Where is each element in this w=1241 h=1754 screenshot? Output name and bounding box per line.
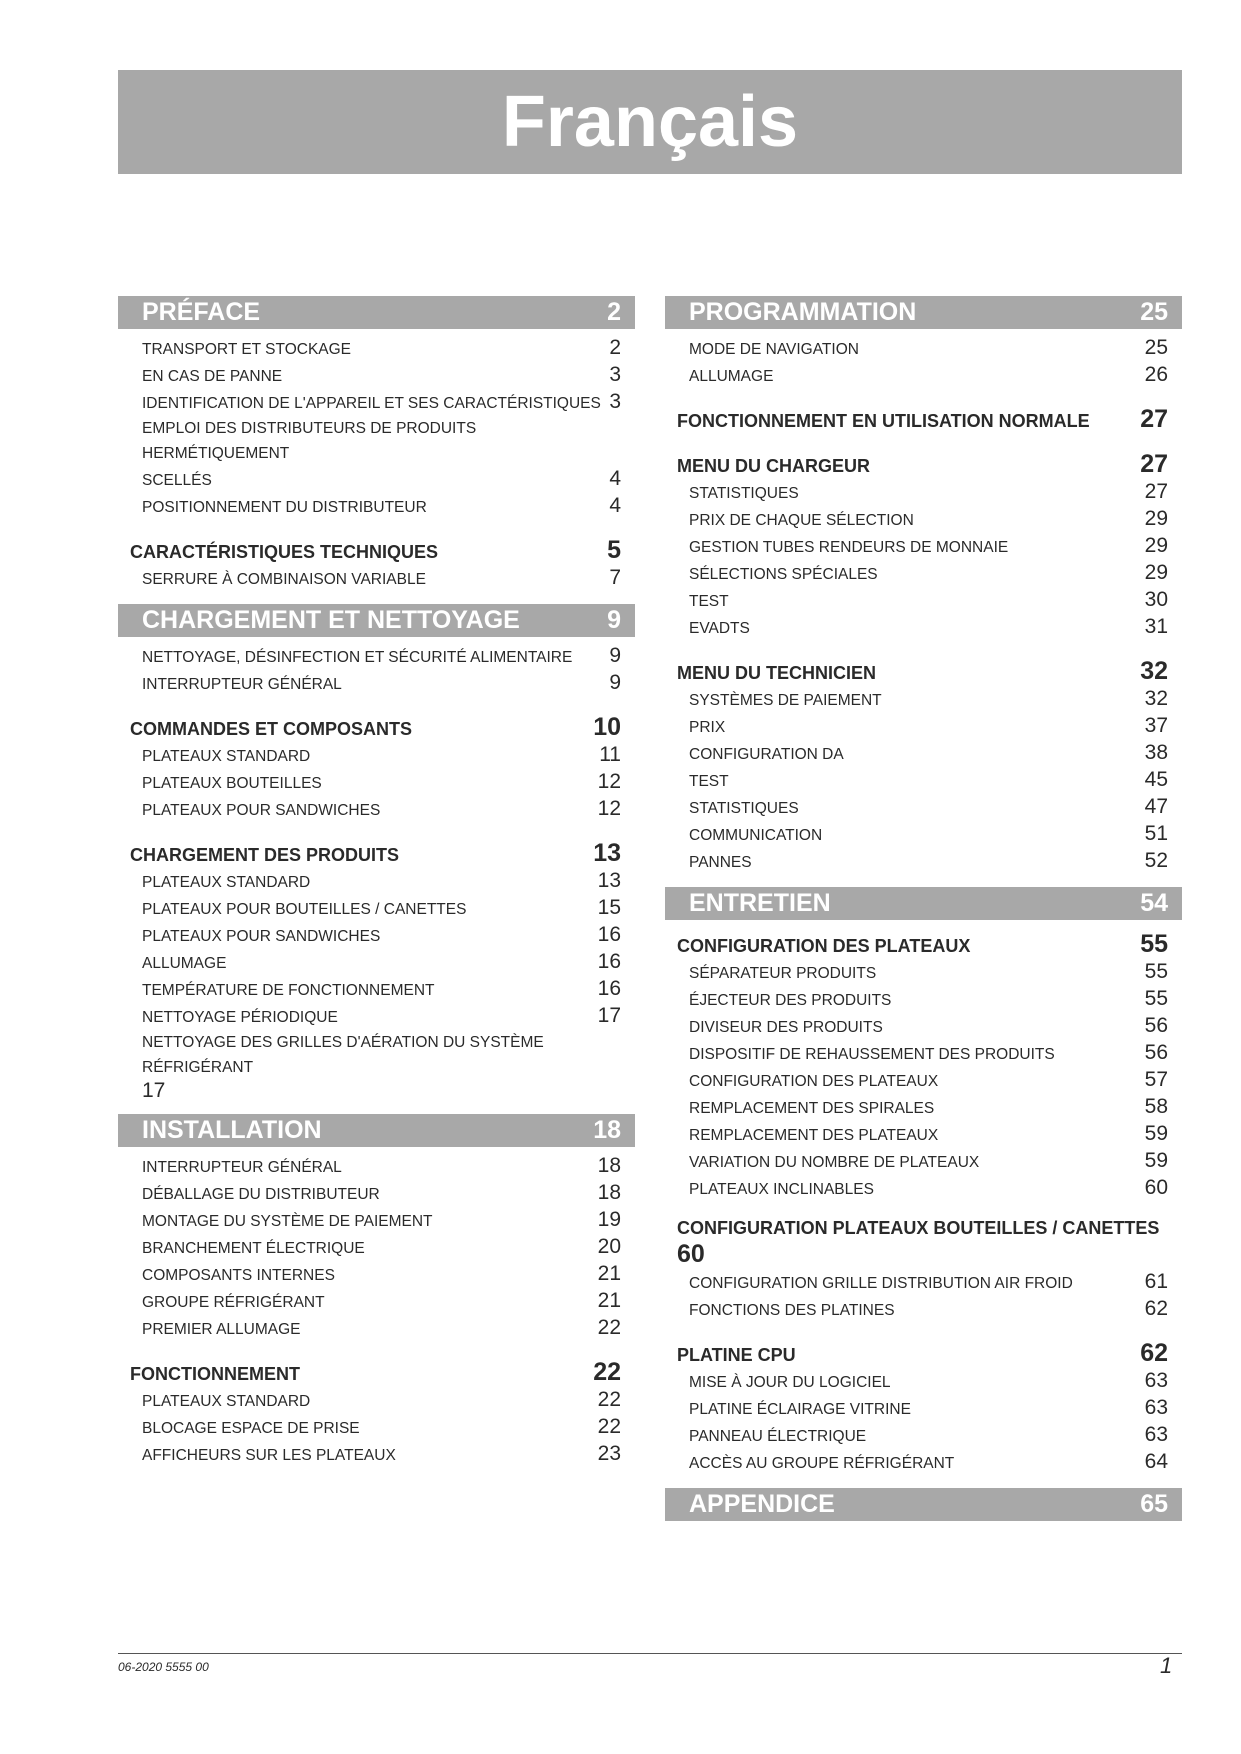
toc-chapter-entry[interactable] [118, 1358, 635, 1387]
toc-entry[interactable] [118, 1261, 635, 1288]
toc-entry[interactable] [665, 1422, 1182, 1449]
toc-entry[interactable] [665, 1449, 1182, 1476]
entry-page-number: 63 [1144, 1396, 1168, 1419]
section-title: PROGRAMMATION [689, 298, 917, 326]
toc-entry[interactable] [118, 1441, 635, 1468]
entry-page-number: 2 [609, 336, 621, 359]
entry-title: FONCTIONS DES PLATINES [689, 1302, 895, 1319]
toc-entry[interactable] [665, 1368, 1182, 1395]
toc-entry[interactable] [118, 895, 635, 922]
entry-title: SÉLECTIONS SPÉCIALES [689, 566, 878, 583]
entry-page-number: 3 [609, 363, 621, 386]
toc-entry[interactable] [118, 976, 635, 1003]
chapter-title: CONFIGURATION DES PLATEAUX [677, 936, 971, 956]
toc-entry[interactable] [118, 643, 635, 670]
chapter-page-number: 55 [1140, 930, 1168, 958]
toc-entry[interactable] [118, 389, 635, 416]
entry-page-number: 62 [1144, 1297, 1168, 1320]
entry-page-number: 22 [597, 1388, 621, 1411]
entry-title: REMPLACEMENT DES PLATEAUX [689, 1127, 939, 1144]
section-page-number: 65 [1140, 1490, 1168, 1518]
toc-entry[interactable] [665, 1148, 1182, 1175]
entry-page-number: 22 [597, 1415, 621, 1438]
chapter-title: CONFIGURATION PLATEAUX BOUTEILLES / CANETTES [677, 1218, 1160, 1238]
entry-title: PLATEAUX BOUTEILLES [142, 775, 322, 792]
entry-title: AFFICHEURS SUR LES PLATEAUX [142, 1447, 396, 1464]
section-title: APPENDICE [689, 1490, 835, 1518]
entry-title: BLOCAGE ESPACE DE PRISE [142, 1420, 360, 1437]
toc-section-header[interactable] [665, 1488, 1182, 1521]
toc-entry[interactable] [665, 1040, 1182, 1067]
entry-title: MISE À JOUR DU LOGICIEL [689, 1374, 891, 1391]
chapter-title: FONCTIONNEMENT [130, 1364, 300, 1384]
toc-entry[interactable] [118, 565, 635, 592]
chapter-page-number: 60 [677, 1240, 705, 1268]
toc-section-header[interactable] [118, 296, 635, 329]
toc-section-header[interactable] [665, 887, 1182, 920]
entry-title: MONTAGE DU SYSTÈME DE PAIEMENT [142, 1213, 433, 1230]
toc-chapter-entry[interactable] [118, 839, 635, 868]
entry-page-number: 15 [597, 896, 621, 919]
toc-entry[interactable] [665, 1296, 1182, 1323]
entry-title: PLATEAUX POUR SANDWICHES [142, 928, 381, 945]
chapter-title: MENU DU TECHNICIEN [677, 663, 877, 683]
entry-title: PRIX DE CHAQUE SÉLECTION [689, 512, 914, 529]
toc-entry[interactable] [665, 1094, 1182, 1121]
entry-page-number: 61 [1144, 1270, 1168, 1293]
entry-page-number: 9 [609, 644, 621, 667]
toc-entry[interactable] [665, 794, 1182, 821]
toc-entry[interactable] [665, 713, 1182, 740]
entry-title: GESTION TUBES RENDEURS DE MONNAIE [689, 539, 1009, 556]
toc-entry[interactable] [118, 949, 635, 976]
entry-title: CONFIGURATION DES PLATEAUX [689, 1073, 939, 1090]
entry-page-number: 4 [609, 467, 621, 490]
section-page-number: 2 [607, 298, 621, 326]
chapter-page-number: 13 [593, 839, 621, 867]
entry-page-number: 29 [1144, 534, 1168, 557]
entry-title: TRANSPORT ET STOCKAGE [142, 341, 352, 358]
entry-page-number: 38 [1144, 741, 1168, 764]
entry-page-number: 22 [597, 1316, 621, 1339]
entry-title: PLATEAUX INCLINABLES [689, 1181, 874, 1198]
entry-page-number: 56 [1144, 1041, 1168, 1064]
toc-entry[interactable] [665, 1121, 1182, 1148]
entry-page-number: 30 [1144, 588, 1168, 611]
entry-title: DIVISEUR DES PRODUITS [689, 1019, 883, 1036]
toc-entry[interactable] [118, 1180, 635, 1207]
entry-title: DISPOSITIF DE REHAUSSEMENT DES PRODUITS [689, 1046, 1055, 1063]
toc-entry[interactable] [118, 1414, 635, 1441]
entry-title: GROUPE RÉFRIGÉRANT [142, 1294, 325, 1311]
entry-page-number: 26 [1144, 363, 1168, 386]
section-title: CHARGEMENT ET NETTOYAGE [142, 606, 520, 634]
toc-entry[interactable] [118, 335, 635, 362]
toc-entry[interactable] [118, 1315, 635, 1342]
entry-page-number: 7 [609, 566, 621, 589]
entry-title: TEST [689, 593, 729, 610]
entry-title: PLATEAUX STANDARD [142, 874, 311, 891]
toc-entry[interactable] [665, 1067, 1182, 1094]
toc-section-header[interactable] [118, 604, 635, 637]
toc-entry[interactable] [665, 959, 1182, 986]
entry-title: CONFIGURATION DA [689, 746, 844, 763]
entry-title: POSITIONNEMENT DU DISTRIBUTEUR [142, 499, 427, 516]
entry-page-number: 59 [1144, 1149, 1168, 1172]
toc-entry[interactable] [118, 1207, 635, 1234]
section-page-number: 9 [607, 606, 621, 634]
section-title: PRÉFACE [142, 298, 261, 326]
entry-title: STATISTIQUES [689, 485, 799, 502]
entry-page-number: 16 [597, 977, 621, 1000]
entry-title: SYSTÈMES DE PAIEMENT [689, 692, 882, 709]
entry-title: ALLUMAGE [142, 955, 227, 972]
entry-title: PLATEAUX POUR SANDWICHES [142, 802, 381, 819]
entry-title: CONFIGURATION GRILLE DISTRIBUTION AIR FROID [689, 1275, 1073, 1292]
toc-entry[interactable] [665, 1013, 1182, 1040]
toc-chapter-entry[interactable] [665, 405, 1182, 434]
entry-title: INTERRUPTEUR GÉNÉRAL [142, 676, 342, 693]
entry-page-number: 55 [1144, 960, 1168, 983]
entry-page-number: 18 [597, 1154, 621, 1177]
entry-page-number: 64 [1144, 1450, 1168, 1473]
entry-title: DÉBALLAGE DU DISTRIBUTEUR [142, 1186, 380, 1203]
entry-page-number: 59 [1144, 1122, 1168, 1145]
toc-entry[interactable] [665, 986, 1182, 1013]
entry-page-number: 29 [1144, 561, 1168, 584]
section-title: INSTALLATION [142, 1116, 322, 1144]
entry-title: ÉJECTEUR DES PRODUITS [689, 992, 892, 1009]
toc-entry[interactable] [118, 362, 635, 389]
entry-title: NETTOYAGE, DÉSINFECTION ET SÉCURITÉ ALIMENTAIRE [142, 649, 573, 666]
toc-entry[interactable] [665, 533, 1182, 560]
entry-page-number: 57 [1144, 1068, 1168, 1091]
toc-entry[interactable] [118, 416, 635, 466]
entry-title: ACCÈS AU GROUPE RÉFRIGÉRANT [689, 1455, 955, 1472]
entry-title: PANNES [689, 854, 752, 871]
chapter-page-number: 32 [1140, 657, 1168, 685]
entry-title: PRIX [689, 719, 726, 736]
toc-column-left [118, 296, 635, 1468]
entry-title: MODE DE NAVIGATION [689, 341, 859, 358]
entry-title: STATISTIQUES [689, 800, 799, 817]
entry-title: PLATINE ÉCLAIRAGE VITRINE [689, 1401, 911, 1418]
entry-title: VARIATION DU NOMBRE DE PLATEAUX [689, 1154, 980, 1171]
chapter-page-number: 62 [1140, 1339, 1168, 1367]
toc-chapter-entry[interactable] [118, 536, 635, 565]
entry-page-number: 12 [597, 797, 621, 820]
chapter-page-number: 27 [1140, 405, 1168, 433]
section-page-number: 25 [1140, 298, 1168, 326]
toc-entry[interactable] [118, 466, 635, 493]
entry-page-number: 25 [1144, 336, 1168, 359]
chapter-title: COMMANDES ET COMPOSANTS [130, 719, 413, 739]
entry-page-number: 31 [1144, 615, 1168, 638]
entry-page-number: 13 [597, 869, 621, 892]
toc-entry[interactable] [118, 493, 635, 520]
toc-entry[interactable] [665, 1395, 1182, 1422]
entry-title: EMPLOI DES DISTRIBUTEURS DE PRODUITS HERMÉTIQUEMENT [142, 420, 477, 462]
toc-entry[interactable] [118, 1234, 635, 1261]
entry-title: COMMUNICATION [689, 827, 823, 844]
entry-page-number: 16 [597, 950, 621, 973]
entry-title: PLATEAUX STANDARD [142, 1393, 311, 1410]
toc-entry[interactable] [665, 821, 1182, 848]
chapter-title: FONCTIONNEMENT EN UTILISATION NORMALE [677, 411, 1090, 431]
entry-page-number: 18 [597, 1181, 621, 1204]
toc-entry[interactable] [665, 740, 1182, 767]
toc-entry[interactable] [665, 506, 1182, 533]
toc-section-header[interactable] [665, 296, 1182, 329]
entry-title: BRANCHEMENT ÉLECTRIQUE [142, 1240, 365, 1257]
entry-page-number: 21 [597, 1289, 621, 1312]
toc-entry[interactable] [665, 848, 1182, 875]
chapter-page-number: 22 [593, 1358, 621, 1386]
toc-section-header[interactable] [118, 1114, 635, 1147]
toc-entry[interactable] [665, 1175, 1182, 1202]
entry-title: PREMIER ALLUMAGE [142, 1321, 301, 1338]
section-page-number: 18 [593, 1116, 621, 1144]
entry-page-number: 16 [597, 923, 621, 946]
toc-chapter-entry[interactable] [665, 930, 1182, 959]
toc-chapter-entry[interactable] [665, 657, 1182, 686]
toc-entry[interactable] [665, 614, 1182, 641]
chapter-title: CHARGEMENT DES PRODUITS [130, 845, 400, 865]
entry-title: SÉPARATEUR PRODUITS [689, 965, 877, 982]
chapter-title: CARACTÉRISTIQUES TECHNIQUES [130, 542, 439, 562]
entry-title: ALLUMAGE [689, 368, 774, 385]
entry-title: PLATEAUX STANDARD [142, 748, 311, 765]
entry-title: EVADTS [689, 620, 750, 637]
toc-entry[interactable] [118, 1030, 635, 1102]
toc-entry[interactable] [118, 742, 635, 769]
footer-divider [118, 1653, 1182, 1654]
toc-entry[interactable] [118, 796, 635, 823]
toc-entry[interactable] [118, 1153, 635, 1180]
toc-column-right [665, 296, 1182, 1527]
toc-entry[interactable] [665, 362, 1182, 389]
entry-page-number: 17 [597, 1004, 621, 1027]
toc-entry[interactable] [665, 479, 1182, 506]
toc-entry[interactable] [665, 587, 1182, 614]
entry-title: REMPLACEMENT DES SPIRALES [689, 1100, 935, 1117]
entry-page-number: 3 [609, 390, 621, 413]
entry-page-number: 12 [597, 770, 621, 793]
entry-title: NETTOYAGE DES GRILLES D'AÉRATION DU SYSTÈME RÉFRIGÉRANT [142, 1034, 544, 1076]
entry-page-number: 47 [1144, 795, 1168, 818]
entry-page-number: 32 [1144, 687, 1168, 710]
entry-title: TEMPÉRATURE DE FONCTIONNEMENT [142, 982, 435, 999]
toc-entry[interactable] [118, 769, 635, 796]
entry-title: PANNEAU ÉLECTRIQUE [689, 1428, 867, 1445]
footer-document-code: 06-2020 5555 00 [118, 1660, 209, 1674]
entry-page-number: 60 [1144, 1176, 1168, 1199]
toc-entry[interactable] [118, 1288, 635, 1315]
entry-page-number: 21 [597, 1262, 621, 1285]
section-title: ENTRETIEN [689, 889, 831, 917]
entry-title: PLATEAUX POUR BOUTEILLES / CANETTES [142, 901, 467, 918]
entry-title: SCELLÉS [142, 472, 212, 489]
chapter-page-number: 5 [607, 536, 621, 564]
entry-title: SERRURE À COMBINAISON VARIABLE [142, 571, 426, 588]
toc-entry[interactable] [118, 670, 635, 697]
entry-page-number: 58 [1144, 1095, 1168, 1118]
entry-page-number: 56 [1144, 1014, 1168, 1037]
entry-title: TEST [689, 773, 729, 790]
toc-chapter-entry[interactable] [665, 1339, 1182, 1368]
toc-entry[interactable] [118, 868, 635, 895]
entry-title: EN CAS DE PANNE [142, 368, 283, 385]
entry-page-number: 45 [1144, 768, 1168, 791]
toc-chapter-entry[interactable] [665, 450, 1182, 479]
toc-entry[interactable] [665, 686, 1182, 713]
entry-page-number: 19 [597, 1208, 621, 1231]
entry-page-number: 17 [142, 1079, 166, 1102]
entry-page-number: 55 [1144, 987, 1168, 1010]
entry-title: IDENTIFICATION DE L'APPAREIL ET SES CARACTÉRISTIQUES [142, 395, 601, 412]
toc-entry[interactable] [665, 560, 1182, 587]
footer-page-number: 1 [1160, 1653, 1173, 1678]
page-title: Français [118, 70, 1182, 174]
chapter-page-number: 27 [1140, 450, 1168, 478]
entry-page-number: 51 [1144, 822, 1168, 845]
chapter-title: MENU DU CHARGEUR [677, 456, 870, 476]
entry-title: COMPOSANTS INTERNES [142, 1267, 335, 1284]
entry-page-number: 27 [1144, 480, 1168, 503]
entry-page-number: 63 [1144, 1423, 1168, 1446]
section-page-number: 54 [1140, 889, 1168, 917]
entry-title: NETTOYAGE PÉRIODIQUE [142, 1009, 338, 1026]
entry-page-number: 9 [609, 671, 621, 694]
entry-page-number: 63 [1144, 1369, 1168, 1392]
chapter-page-number: 10 [593, 713, 621, 741]
toc-chapter-entry[interactable] [118, 713, 635, 742]
toc-entry[interactable] [118, 922, 635, 949]
entry-page-number: 23 [597, 1442, 621, 1465]
entry-page-number: 4 [609, 494, 621, 517]
entry-page-number: 37 [1144, 714, 1168, 737]
toc-entry[interactable] [665, 335, 1182, 362]
entry-title: INTERRUPTEUR GÉNÉRAL [142, 1159, 342, 1176]
toc-entry[interactable] [118, 1387, 635, 1414]
toc-chapter-entry[interactable] [665, 1218, 1182, 1269]
entry-page-number: 20 [597, 1235, 621, 1258]
entry-page-number: 29 [1144, 507, 1168, 530]
toc-entry[interactable] [665, 767, 1182, 794]
entry-page-number: 52 [1144, 849, 1168, 872]
toc-entry[interactable] [118, 1003, 635, 1030]
chapter-title: PLATINE CPU [677, 1345, 796, 1365]
entry-page-number: 11 [599, 743, 621, 766]
toc-entry[interactable] [665, 1269, 1182, 1296]
